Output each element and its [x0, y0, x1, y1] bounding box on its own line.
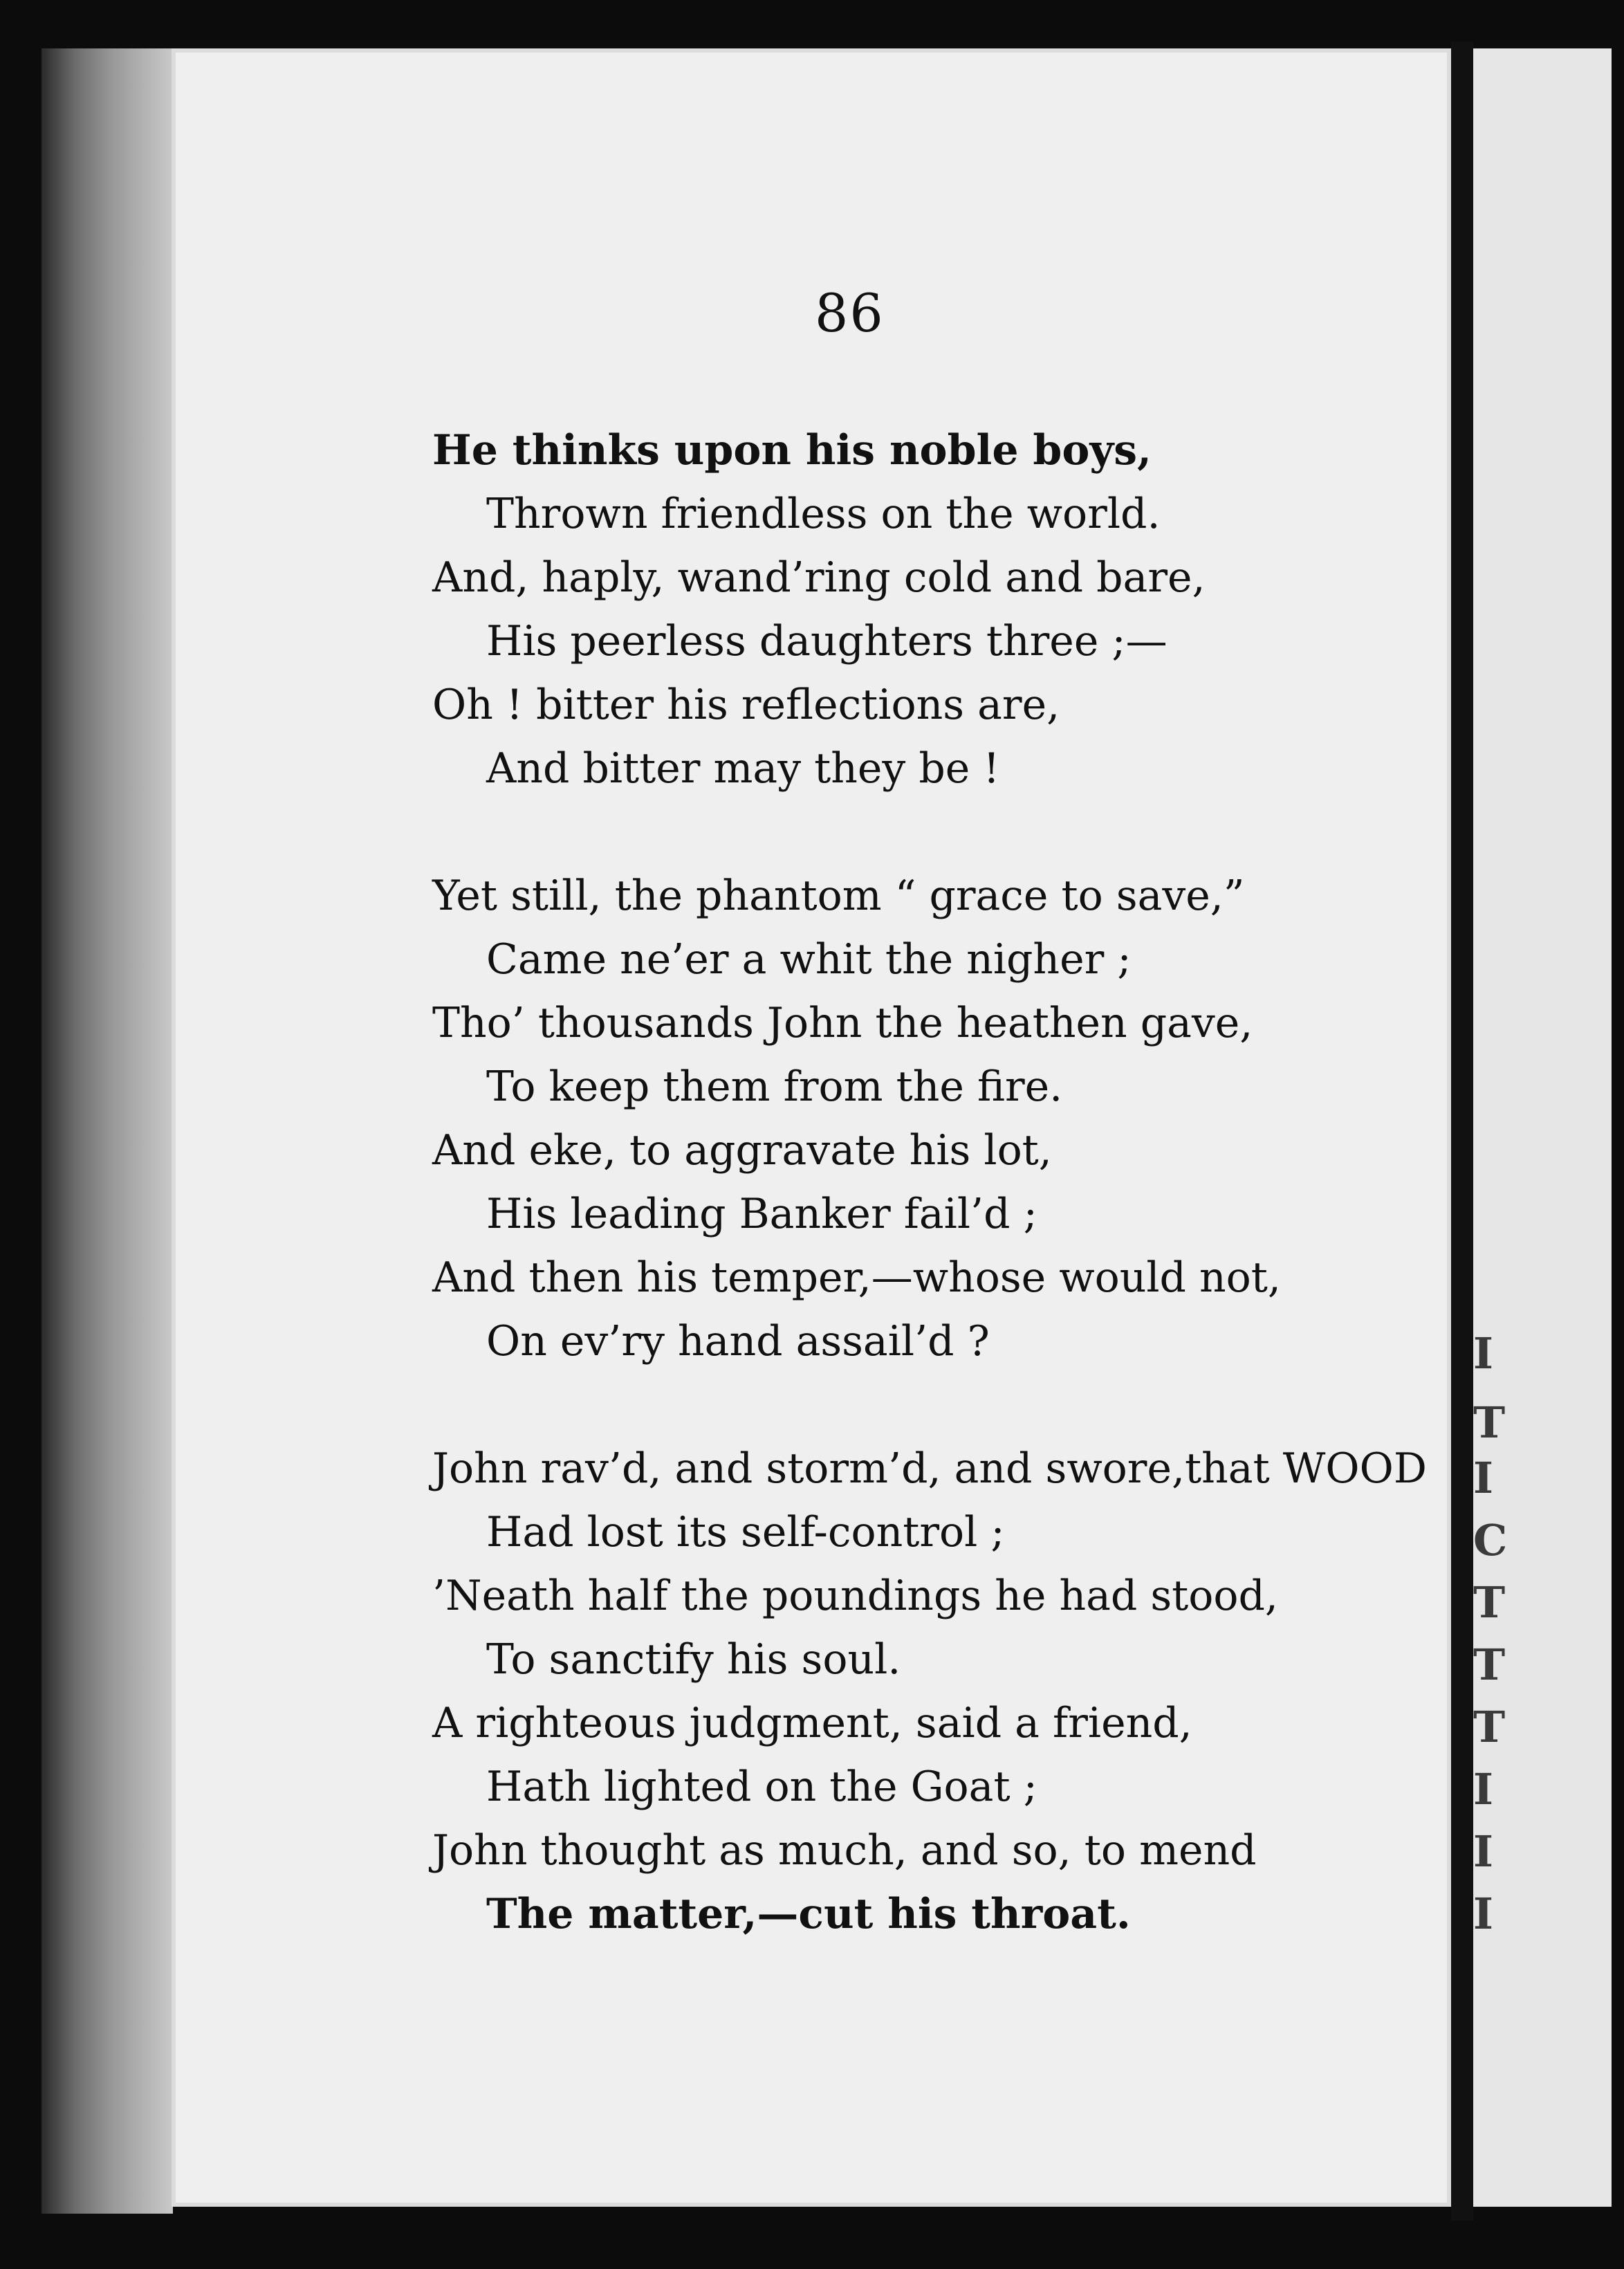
stanza-3 — [432, 1437, 1427, 1946]
facing-page-letter: T — [1473, 1397, 1506, 1448]
poem — [432, 419, 1427, 1946]
poem-line: And, haply, wand’ring cold and bare, — [432, 553, 1206, 602]
poem-line: To sanctify his soul. — [486, 1635, 901, 1684]
facing-page — [1473, 48, 1612, 2207]
poem-line: The matter,—cut his throat. — [486, 1890, 1131, 1938]
stanza-2 — [432, 864, 1414, 1373]
poem-line: John rav’d, and storm’d, and swore,that WOOD — [432, 1444, 1427, 1493]
poem-line: And then his temper,—whose would not, — [432, 1253, 1281, 1302]
poem-line: Tho’ thousands John the heathen gave, — [432, 999, 1253, 1047]
poem-line: Thrown friendless on the world. — [486, 490, 1161, 538]
poem-line: Hath lighted on the Goat ; — [486, 1763, 1037, 1811]
page-number: 86 — [815, 282, 885, 344]
poem-line: His peerless daughters three ;— — [486, 617, 1168, 665]
poem-line: Oh ! bitter his reflections are, — [432, 681, 1060, 729]
facing-page-letter: I — [1473, 1328, 1494, 1379]
poem-line: On ev’ry hand assail’d ? — [486, 1317, 990, 1366]
poem-line: ’Neath half the poundings he had stood, — [432, 1572, 1278, 1620]
book-edge — [41, 48, 173, 2214]
facing-page-letter: C — [1473, 1515, 1508, 1565]
poem-line: A righteous judgment, said a friend, — [432, 1699, 1192, 1747]
facing-page-letter: T — [1473, 1639, 1506, 1690]
stanza-1 — [432, 419, 1414, 800]
poem-line: Yet still, the phantom “ grace to save,” — [432, 872, 1245, 920]
poem-line: To keep them from the fire. — [486, 1063, 1063, 1111]
facing-page-letter: I — [1473, 1889, 1494, 1939]
facing-page-letter: T — [1473, 1702, 1506, 1752]
poem-line: And bitter may they be ! — [486, 744, 1000, 793]
poem-line: He thinks upon his noble boys, — [432, 426, 1152, 475]
poem-line: And eke, to aggravate his lot, — [432, 1126, 1052, 1175]
poem-line: Had lost its self-control ; — [486, 1508, 1005, 1556]
facing-page-letter: I — [1473, 1764, 1494, 1815]
poem-line: John thought as much, and so, to mend — [432, 1826, 1257, 1875]
facing-page-letter: I — [1473, 1453, 1494, 1503]
facing-page-letter: I — [1473, 1826, 1494, 1877]
book-gutter — [1451, 42, 1473, 2221]
poem-line: His leading Banker fail’d ; — [486, 1190, 1037, 1238]
facing-page-letter: T — [1473, 1577, 1506, 1628]
poem-line: Came ne’er a whit the nigher ; — [486, 935, 1132, 984]
